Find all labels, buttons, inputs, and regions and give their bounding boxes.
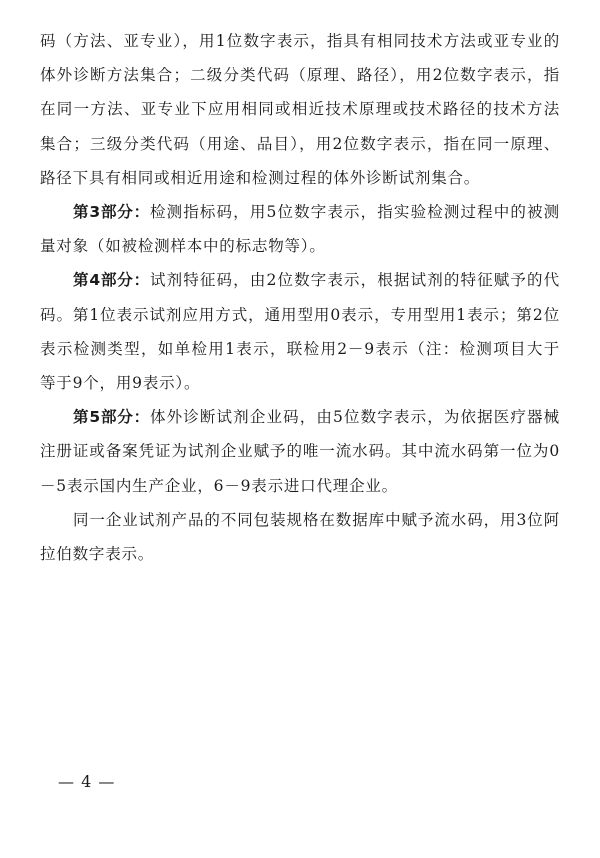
document-body bbox=[40, 24, 560, 571]
page-number: — 4 — bbox=[58, 772, 116, 791]
paragraph-part-4 bbox=[40, 263, 560, 400]
part-5-label: 第5部分： bbox=[73, 408, 150, 427]
paragraph-part-3 bbox=[40, 195, 560, 263]
paragraph-part-5 bbox=[40, 400, 560, 503]
part-4-label: 第4部分： bbox=[73, 271, 150, 290]
part-3-label: 第3部分： bbox=[73, 203, 150, 222]
part-3-text: 检测指标码，用5位数字表示，指实验检测过程中的被测量对象（如被检测样本中的标志物等）。 bbox=[40, 203, 560, 256]
paragraph-classification-codes: 码（方法、亚专业），用1位数字表示，指具有相同技术方法或亚专业的体外诊断方法集合；二级分类代码（原理、路径），用2位数字表示，指在同一方法、亚专业下应用相同或相近技术原理或技术路径的技术方法集合；三级分类代码（用途、品目），用2位数字表示，指在同一原理、路径下具有相同或相近用途和检测过程的体外诊断试剂集合。 bbox=[40, 32, 560, 187]
part-4-text: 试剂特征码，由2位数字表示，根据试剂的特征赋予的代码。第1位表示试剂应用方式，通用型用0表示，专用型用1表示；第2位表示检测类型，如单检用1表示，联检用2－9表示（注：检测项目大于等于9个，用9表示）。 bbox=[40, 271, 560, 393]
part-5-text: 体外诊断试剂企业码，由5位数字表示，为依据医疗器械注册证或备案凭证为试剂企业赋予的唯一流水码。其中流水码第一位为0－5表示国内生产企业，6－9表示进口代理企业。 bbox=[40, 408, 560, 495]
paragraph-serial-number: 同一企业试剂产品的不同包装规格在数据库中赋予流水码，用3位阿拉伯数字表示。 bbox=[40, 510, 560, 564]
